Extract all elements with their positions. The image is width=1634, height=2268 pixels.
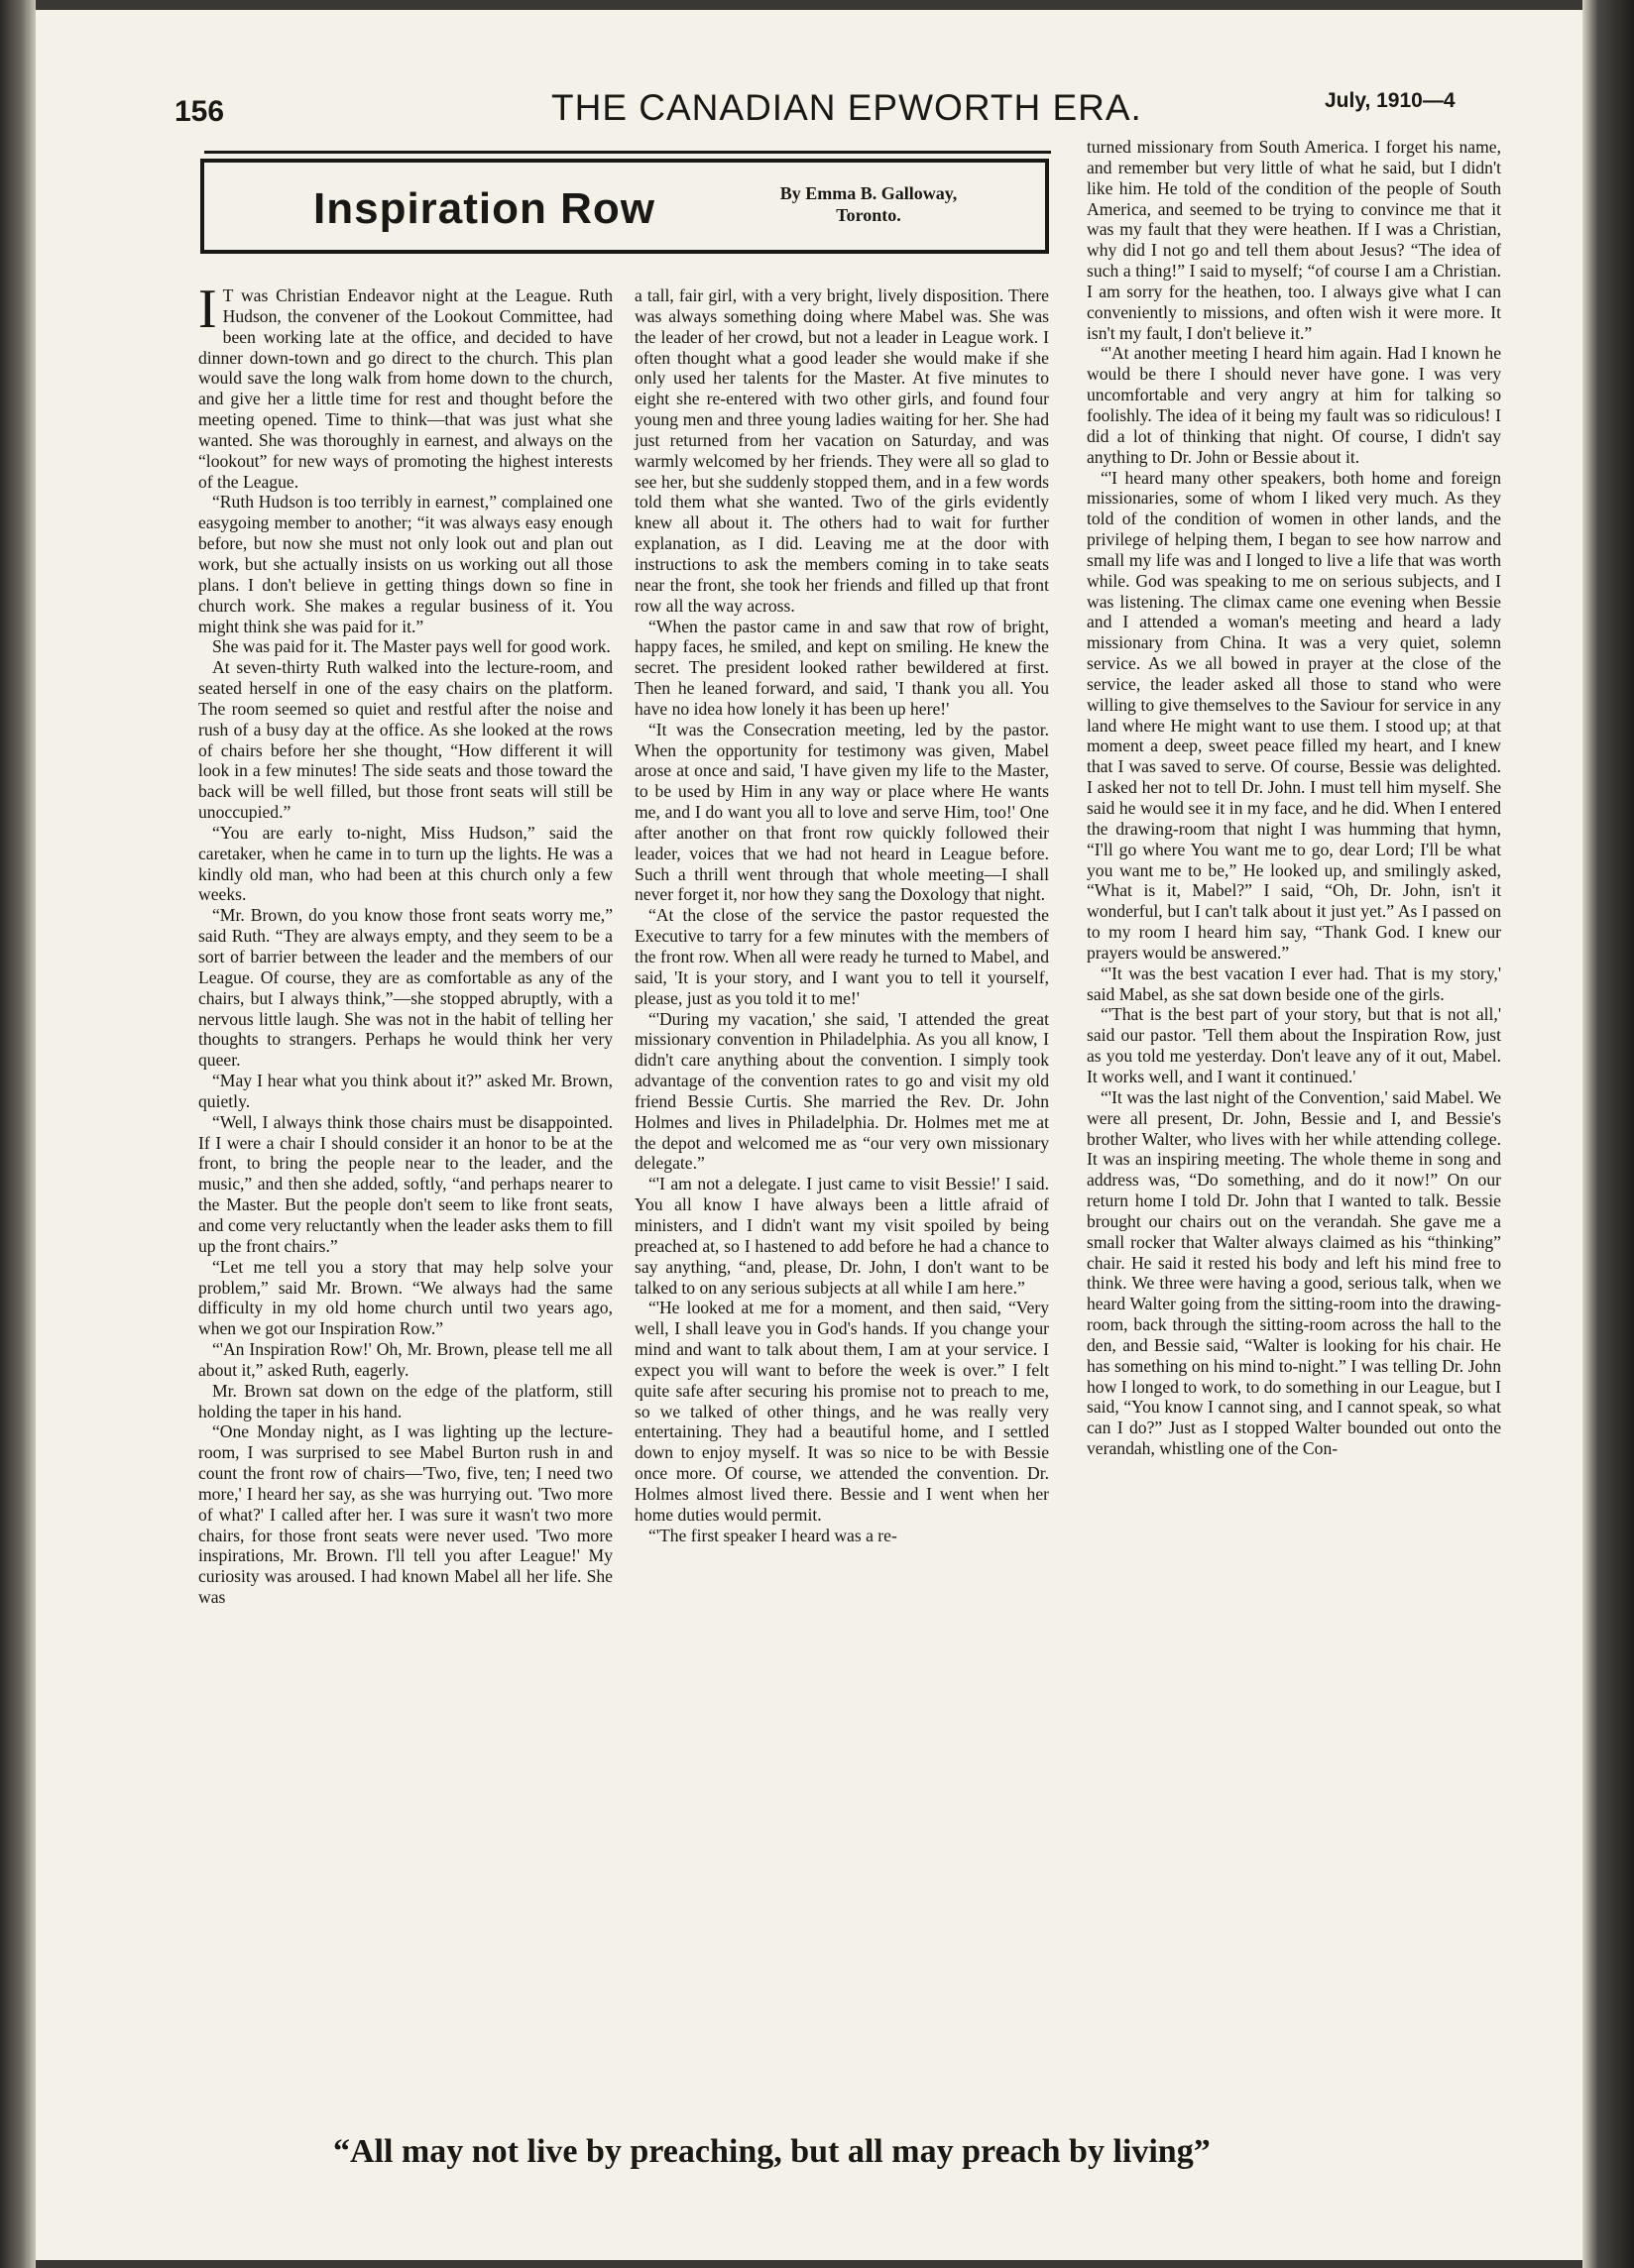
paragraph: “When the pastor came in and saw that row of bright, happy faces, he smiled, and kept on smiling. He knew the secret. The president looked rather bewildered at first. Then he leaned forward, and said, 'I thank you all. You have no idea how lonely it has been up here!' bbox=[635, 616, 1049, 719]
footer-quote: “All may not live by preaching, but all may preach by living” bbox=[333, 2133, 1211, 2170]
paragraph: “'He looked at me for a moment, and then said, “Very well, I shall leave you in God's hands. If you change your mind and want to talk about them, I am at your service. I expect you will want to before the week is over.” I felt quite safe after securing his promise not to preach to me, so we talked of other things, and he was really very entertaining. They had a beautiful home, and I settled down to enjoy myself. It was so nice to be with Bessie once more. Of course, we attended the convention. Dr. Holmes almost lived there. Bessie and I went when her home duties would permit. bbox=[635, 1298, 1049, 1525]
text-column-2 bbox=[635, 285, 1049, 1545]
paragraph: “'I heard many other speakers, both home and foreign missionaries, some of whom I liked very much. As they told of the condition of women in other lands, and the privilege of helping them, I began to see how narrow and small my life was and I longed to live a life that was worth while. God was speaking to me on serious subjects, and I was listening. The climax came one evening when Bessie and I attended a woman's meeting and heard a lady missionary from China. It was a very quiet, solemn service. As we all bowed in prayer at the close of the service, the leader asked all those to stand who were willing to give themselves to the Saviour for service in any land where He might want to use them. I stood up; at that moment a deep, sweet peace filled my heart, and I knew that I was saved to serve. Of course, Bessie was delighted. I asked her not to tell Dr. John. I must tell him myself. She said he would see it in my face, and he did. When I entered the drawing-room that night I was humming that hymn, “I'll go where You want me to go, dear Lord; I'll be what you want me to be,” He looked up, and smilingly asked, “What is it, Mabel?” I said, “Oh, Dr. John, isn't it wonderful, but I can't talk about it just yet.” As I passed on to my room I heard him say, “Thank God. I knew our prayers would be answered.” bbox=[1087, 467, 1501, 963]
article-byline bbox=[750, 182, 988, 226]
paragraph: “'It was the last night of the Convention,' said Mabel. We were all present, Dr. John, Bessie and I, and Bessie's brother Walter, who lives with her while attending college. It was an inspiring meeting. The whole theme in song and address was, “Do something, and do it now!” On our return home I told Dr. John that I wanted to talk. Bessie brought our chairs out on the verandah. She gave me a small rocker that Walter always claimed as his “thinking” chair. He said it rested his body and left his mind free to think. We three were having a good, serious talk, when we heard Walter going from the sitting-room into the drawing-room, back through the sitting-room across the hall to the den, and Bessie said, “Walter is looking for his chair. He has something on his mind to-night.” I was telling Dr. John how I longed to work, to do something in our League, but I said, “You know I cannot sing, and I cannot speak, so what can I do?” Just as I stopped Walter bounded out onto the verandah, whistling one of the Con- bbox=[1087, 1086, 1501, 1459]
page-number: 156 bbox=[175, 95, 225, 128]
paragraph: She was paid for it. The Master pays well for good work. bbox=[212, 636, 611, 657]
magazine-page bbox=[36, 10, 1582, 2260]
paragraph: turned missionary from South America. I forget his name, and remember but very little of what he said, but I didn't like him. He told of the condition of the people of South America, and seemed to be trying to convince me that it was my fault that they were heathen. If I was a Christian, why did I not go and tell them about Jesus? “The idea of such a thing!” I said to myself; “of course I am a Christian. I am sorry for the heathen, too. I always give what I can conveniently to missions, and often wish it were more. It isn't my fault, I don't believe it.” bbox=[1087, 137, 1501, 343]
paragraph: “'An Inspiration Row!' Oh, Mr. Brown, please tell me all about it,” asked Ruth, eagerly. bbox=[198, 1339, 613, 1380]
byline-author: By Emma B. Galloway, bbox=[779, 183, 958, 203]
paragraph: “At the close of the service the pastor requested the Executive to tarry for a few minutes with the members of the front row. When all were ready he turned to Mabel, and said, 'It is your story, and I want you to tell it yourself, please, just as you told it to me!' bbox=[635, 905, 1049, 1008]
title-top-rule bbox=[204, 151, 1051, 154]
article-title-box bbox=[200, 159, 1049, 254]
paragraph: “'It was the best vacation I ever had. That is my story,' said Mabel, as she sat down beside one of the girls. bbox=[1087, 963, 1501, 1004]
issue-date: July, 1910—4 bbox=[1325, 89, 1456, 112]
masthead: THE CANADIAN EPWORTH ERA. bbox=[551, 87, 1142, 128]
paragraph: At seven-thirty Ruth walked into the lecture-room, and seated herself in one of the easy chairs on the platform. The room seemed so quiet and restful after the noise and rush of a busy day at the office. As she looked at the rows of chairs before her she thought, “How different it will look in a few minutes! The side seats and those toward the back will be well filled, but those front seats will still be unoccupied.” bbox=[198, 657, 613, 823]
byline-place: Toronto. bbox=[836, 205, 901, 225]
paragraph: “May I hear what you think about it?” asked Mr. Brown, quietly. bbox=[198, 1071, 613, 1111]
paragraph: “'That is the best part of your story, but that is not all,' said our pastor. 'Tell them about the Inspiration Row, just as you told me yesterday. Don't leave any of it out, Mabel. It works well, and I want it continued.' bbox=[1087, 1004, 1501, 1086]
paragraph: a tall, fair girl, with a very bright, lively disposition. There was always something doing where Mabel was. She was the leader of her crowd, but not a leader in League work. I often thought what a good leader she would make if she only used her talents for the Master. At five minutes to eight she re-entered with two other girls, and found four young men and three young ladies waiting for her. She had just returned from her vacation on Saturday, and was warmly welcomed by her friends. They were all so glad to see her, but she suddenly stopped them, and in a few words told them what she wanted. Two of the girls evidently knew all about it. The others had to wait for further explanation, as I did. Leaving me at the door with instructions to ask the members coming in to take seats near the front, she took her friends and filled up that front row all the way across. bbox=[635, 285, 1049, 616]
paragraph: Mr. Brown sat down on the edge of the platform, still holding the taper in his hand. bbox=[198, 1380, 613, 1421]
text-column-3 bbox=[1087, 137, 1501, 1459]
paragraph: “Well, I always think those chairs must be disappointed. If I were a chair I should consider it an honor to be at the front, to bring the people near to the leader, and the music,” and then she added, softly, “and perhaps nearer to the Master. But the people don't seem to like front seats, and come very reluctantly when the leader asks them to fill up the front chairs.” bbox=[198, 1111, 613, 1256]
paragraph: “Mr. Brown, do you know those front seats worry me,” said Ruth. “They are always empty, and they seem to be a sort of barrier between the leader and the members of our League. Of course, they are as comfortable as any of the chairs, but I always think,”—she stopped abruptly, with a nervous little laugh. She was not in the habit of telling her thoughts to strangers. Perhaps he would think her very queer. bbox=[198, 905, 613, 1071]
paragraph: “'I am not a delegate. I just came to visit Bessie!' I said. You all know I have always been a little afraid of ministers, and I didn't want my visit spoiled by being preached at, so I hastened to add before he had a chance to say anything, “and, please, Dr. John, I don't want to be talked to on any serious subjects at all while I am here.” bbox=[635, 1174, 1049, 1298]
paragraph: “It was the Consecration meeting, led by the pastor. When the opportunity for testimony was given, Mabel arose at once and said, 'I have given my life to the Master, to be used by Him in any way or place where He wants me, and I do want you all to love and serve Him, too!' One after another on that front row quickly followed their leader, voices that we had not heard in League before. Such a thrill went through that whole meeting—I shall never forget it, nor how they sang the Doxology that night. bbox=[635, 719, 1049, 905]
book-gutter bbox=[0, 0, 36, 2268]
article-title: Inspiration Row bbox=[313, 184, 655, 233]
paragraph: “'During my vacation,' she said, 'I attended the great missionary convention in Philadelphia. As you all know, I didn't care anything about the convention. I simply took advantage of the convention rates to go and visit my old friend Bessie Curtis. She married the Rev. Dr. John Holmes and lives in Philadelphia. Dr. Holmes met me at the depot and welcomed me as “our very own missionary delegate.” bbox=[635, 1008, 1049, 1174]
paragraph: “Ruth Hudson is too terribly in earnest,” complained one easygoing member to another; “it was always easy enough before, but now she must not only look out and plan out work, but she actually insists on us working out all those plans. I don't believe in getting things down so fine in church work. She makes a regular business of it. You might think she was paid for it.” bbox=[198, 492, 613, 636]
paragraph: “'At another meeting I heard him again. Had I known he would be there I should never have gone. I was very uncomfortable and very angry at him for talking so foolishly. The idea of it being my fault was so ridiculous! I did a lot of thinking that night. Of course, I didn't say anything to Dr. John or Bessie about it. bbox=[1087, 343, 1501, 467]
paragraph: I T was Christian Endeavor night at the League. Ruth Hudson, the convener of the Lookout Committee, had been working late at the office, and decided to have dinner down-town and go direct to the church. This plan would save the long walk from home down to the church, and give her a little time for rest and thought before the meeting opened. Time to think—that was just what she wanted. She was thoroughly in earnest, and always on the “lookout” for new ways of promoting the highest interests of the League. bbox=[198, 279, 613, 492]
paragraph: “'The first speaker I heard was a re- bbox=[648, 1525, 897, 1545]
next-page-edge bbox=[1582, 0, 1634, 2268]
paragraph: “You are early to-night, Miss Hudson,” said the caretaker, when he came in to turn up the lights. He was a kindly old man, who had been at this church only a few weeks. bbox=[198, 822, 613, 905]
text-column-1 bbox=[198, 279, 613, 1608]
drop-cap: I bbox=[198, 279, 217, 340]
paragraph: “One Monday night, as I was lighting up the lecture-room, I was surprised to see Mabel Burton rush in and count the front row of chairs—'Two, five, ten; I need two more,' I heard her say, as she was hurrying out. 'Two more of what?' I called after her. I was sure it wasn't two more chairs, for those front seats were never used. 'Two more inspirations, Mr. Brown. I'll tell you after League!' My curiosity was aroused. I had known Mabel all her life. She was bbox=[198, 1421, 613, 1608]
paragraph: “Let me tell you a story that may help solve your problem,” said Mr. Brown. “We always had the same difficulty in my old home church until two years ago, when we got our Inspiration Row.” bbox=[198, 1256, 613, 1339]
